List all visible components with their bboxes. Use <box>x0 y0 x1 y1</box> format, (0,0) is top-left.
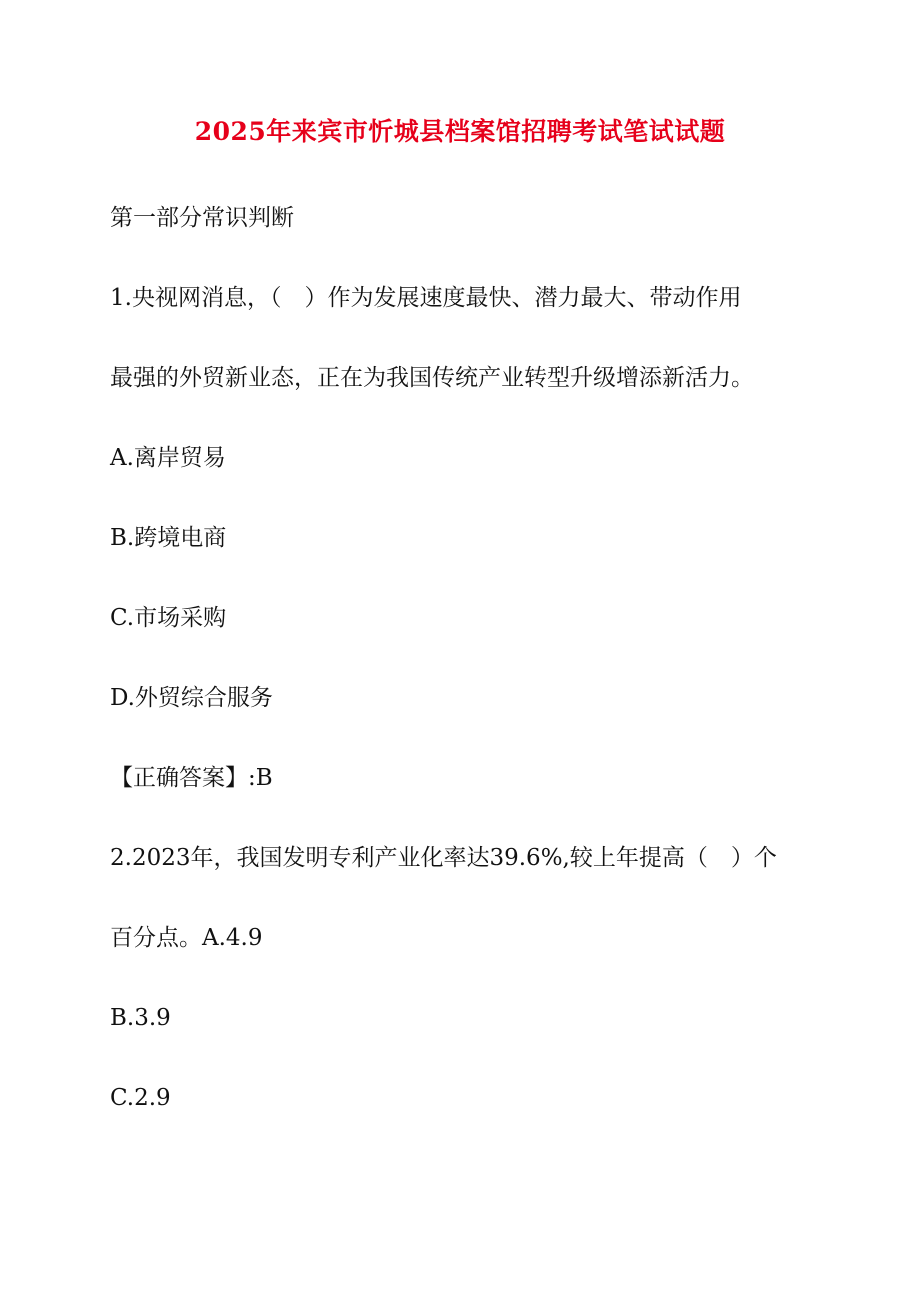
question-1-option-c: C.市场采购 <box>110 605 227 631</box>
question-1-stem-line-2: 最强的外贸新业态，正在为我国传统产业转型升级增添新活力。 <box>110 365 754 391</box>
question-2-stem-line-1: 2.2023年，我国发明专利产业化率达39.6%,较上年提高（ ）个 <box>110 845 777 871</box>
question-2-option-c: C.2.9 <box>110 1085 171 1111</box>
question-1-option-d: D.外贸综合服务 <box>110 685 273 711</box>
section-heading: 第一部分常识判断 <box>110 205 294 231</box>
question-2-option-b: B.3.9 <box>110 1005 171 1031</box>
question-1-option-b: B.跨境电商 <box>110 525 227 551</box>
question-1-option-a: A.离岸贸易 <box>110 445 226 471</box>
question-2-stem-line-2: 百分点。A.4.9 <box>110 925 263 951</box>
question-1-stem-line-1: 1.央视网消息，（ ）作为发展速度最快、潜力最大、带动作用 <box>110 285 742 311</box>
document-title: 2025年来宾市忻城县档案馆招聘考试笔试试题 <box>194 117 726 146</box>
question-1-answer: 【正确答案】:B <box>110 765 273 791</box>
